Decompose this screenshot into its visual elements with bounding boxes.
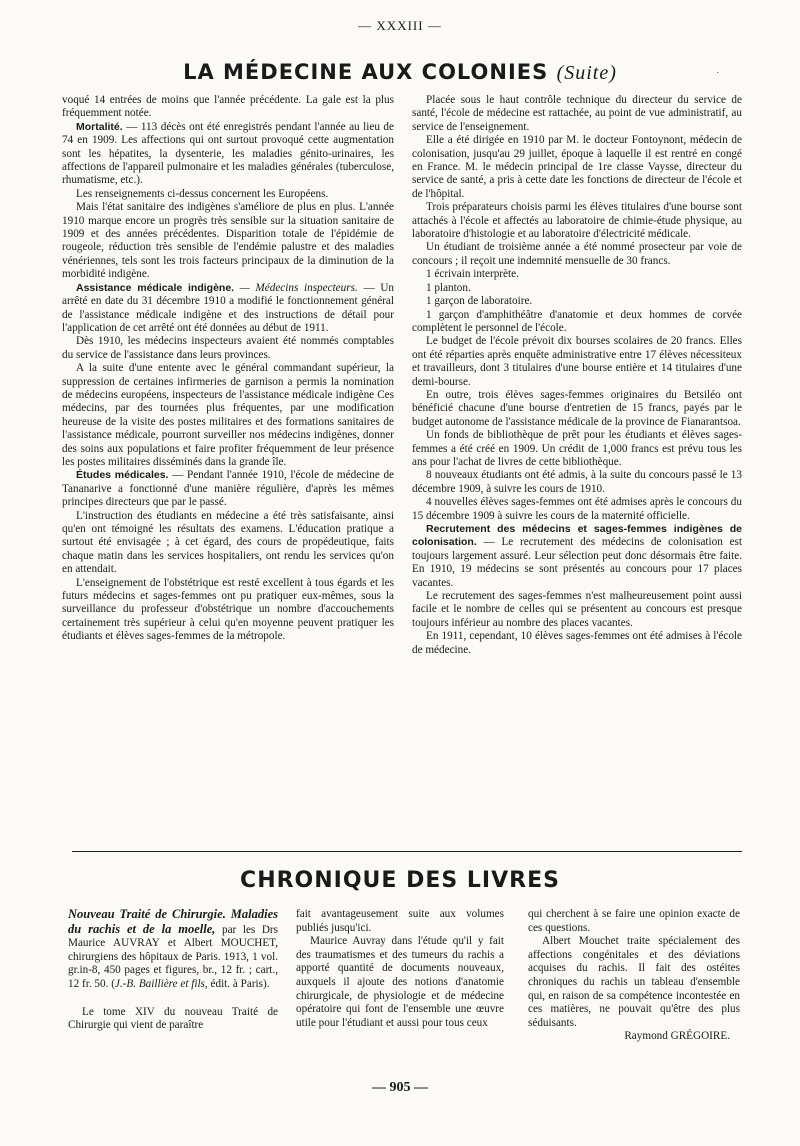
paragraph-subheading: — Médecins inspecteurs. <box>234 281 358 294</box>
article-title <box>0 60 800 85</box>
paragraph <box>412 268 742 281</box>
paragraph <box>62 362 394 469</box>
paragraph-text: L'enseignement de l'obstétrique est resté excellent à tous égards et les futurs médecins et sages-femmes ont pu pratiquer eux-mêmes, sous la surveillance du professeur d'obstétrique un nombre d'accouchements certainement très supérieur à celui qu'en moyenne peuvent pratiquer les étudiants et élèves sages-femmes de la métropole. <box>62 576 394 643</box>
review-paragraph: qui cherchent à se faire une opinion exacte de ces questions. <box>528 908 740 934</box>
paragraph <box>412 389 742 429</box>
paragraph <box>412 94 742 134</box>
review-paragraph: Le tome XIV du nouveau Traité de Chirurgie qui vient de paraître <box>68 1005 278 1032</box>
paragraph-text: Le recrutement des sages-femmes n'est malheureusement point aussi facile et le nombre de celles qui se présentent au concours est presque toujours inférieur au nombre des places vacantes. <box>412 590 742 629</box>
paragraph-text: voqué 14 entrées de moins que l'année précédente. La gale est la plus fréquemment notée. <box>62 94 394 120</box>
section-title: CHRONIQUE DES LIVRES <box>240 868 560 893</box>
paragraph <box>412 630 742 657</box>
paragraph <box>412 201 742 241</box>
paragraph <box>412 241 742 268</box>
paragraph <box>62 282 394 336</box>
paragraph-text: 1 écrivain interprète. <box>426 268 519 281</box>
paragraph-text: En 1911, cependant, 10 élèves sages-femmes ont été admises à l'école de médecine. <box>412 630 742 656</box>
paragraph <box>62 201 394 281</box>
paragraph <box>412 590 742 630</box>
paragraph-heading: Études médicales. <box>76 469 169 482</box>
page-footer-number: — 905 — <box>372 1080 428 1095</box>
paragraph-text: L'instruction des étudiants en médecine a été très satisfaisante, ainsi qu'en ont témoigné les résultats des examens. L'éducation pratique a surtout été envisagée ; à cet égard, des cours de propédeutique, faits chaque matin dans les services hospitaliers, ont rendu les services qu'on en attendait. <box>62 509 394 576</box>
paragraph-text: 1 garçon d'amphithéâtre d'anatomie et deux hommes de corvée complètent le personnel de l'école. <box>412 308 742 334</box>
paragraph-text: 4 nouvelles élèves sages-femmes ont été admises après le concours du 15 décembre 1909 à suivre les cours de la maternité officielle. <box>412 496 742 522</box>
page-header-number: — XXXIII — <box>358 18 442 33</box>
paragraph <box>412 335 742 389</box>
article-title-text: LA MÉDECINE AUX COLONIES <box>183 60 549 84</box>
section-divider <box>72 851 742 852</box>
paragraph-text: Elle a été dirigée en 1910 par M. le docteur Fontoynont, médecin de colonisation, jusqu'au 29 juillet, époque à laquelle il est rentré en congé en France. M. le médecin principal de 1re classe Vaysse, directeur du service de santé, a pris à cette date les fonctions de directeur de l'école et de l'hôpital. <box>412 134 742 200</box>
paragraph-heading: Mortalité. <box>76 120 123 133</box>
paragraph-text: 1 planton. <box>426 281 471 294</box>
book-citation-text: par les Drs Maurice AUVRAY et Albert MOUCHET, chirurgiens des hôpitaux de Paris. 1913, 1 vol. gr.in-8, 450 pages et figures, br., 12 fr. ; cart., 12 fr. 50. ( <box>68 923 279 990</box>
paragraph-text: A la suite d'une entente avec le général commandant supérieur, la suppression de certaines infirmeries de garnison a permis la nomination de médecins européens, inspecteurs de l'assistance médicale indigène Ces médecins, par des tournées plus fréquentes, par une modification heureuse de la visite des postes militaires et des formations sanitaires de l'assistance médicale, pourront surveiller nos médecins indigènes, donner des soins aux populations et faire profiter fréquemment de leur présence les postes militaires disséminés dans la grande île. <box>62 362 394 468</box>
book-review-column-1 <box>68 908 278 1033</box>
left-column <box>62 94 394 644</box>
book-publisher: J.-B. Baillière et fils, <box>114 977 208 990</box>
paragraph-text: Placée sous le haut contrôle technique du directeur du service de santé, l'école de médecine est rattachée, au point de vue administratif, au service de l'enseignement. <box>412 94 742 133</box>
paragraph <box>62 469 394 509</box>
paragraph <box>62 188 394 201</box>
paragraph <box>412 496 742 523</box>
paragraph-text: — Pendant l'année 1910, l'école de médecine de Tananarive a fonctionné d'une manière régulière, d'après les mêmes principes directeurs que par le passé. <box>62 469 395 509</box>
paragraph <box>62 577 394 644</box>
paragraph-text: — Un arrêté en date du 31 décembre 1910 a modifié le fonctionnement général de l'assistance médicale indigène et des instructions de détail pour l'application de cet arrêté ont été données au début de 1911. <box>62 281 394 334</box>
paragraph <box>62 510 394 577</box>
book-citation <box>68 908 278 992</box>
book-title: Nouveau Traité de Chirurgie. Maladies du rachis et de la moelle, <box>68 907 278 936</box>
review-paragraph: Maurice Auvray dans l'étude qu'il y fait des traumatismes et des tumeurs du rachis a apporté quantité de documents nouveaux, auxquels il ajoute des notions d'anatomie chirurgicale, de physiologie et de médecine opératoire qui font de l'ensemble une œuvre utile pour l'étudiant et aussi pour tous ceux <box>296 935 504 1029</box>
paragraph-text: — 113 décès ont été enregistrés pendant l'année au lieu de 74 en 1909. Les affections qui ont surtout provoqué cette augmentation sont les hépatites, la dysenterie, les maladies génito-urinaires, les affections de l'appareil pulmonaire et les maladies générales (tuberculose, rhumatisme, etc.). <box>62 120 394 187</box>
paragraph <box>412 295 742 308</box>
paragraph <box>62 335 394 362</box>
paragraph <box>62 121 394 188</box>
paragraph <box>412 429 742 469</box>
review-paragraph: fait avantageusement suite aux volumes publiés jusqu'ici. <box>296 908 504 934</box>
book-review-column-2 <box>296 908 504 1030</box>
paragraph-text: Dès 1910, les médecins inspecteurs avaient été nommés comptables du service de l'assistance dans leurs provinces. <box>62 335 394 361</box>
paragraph-text: Mais l'état sanitaire des indigènes s'améliore de plus en plus. L'année 1910 marque encore un progrès très sensible sur la situation sanitaire de 1909 et des années précédentes. Disparition totale de l'épidémie de rougeole, réduction très sensible de l'endémie palustre et des maladies vénériennes, tels sont les trois facteurs principaux de la diminution de la morbidité indigène. <box>62 201 394 281</box>
book-review-column-3 <box>528 908 740 1044</box>
review-signature: Raymond GRÉGOIRE. <box>624 1030 730 1043</box>
paragraph <box>62 94 394 121</box>
paragraph-heading: Recrutement des médecins et sages-femmes indigènes de colonisation. <box>412 523 742 549</box>
paragraph-text: 1 garçon de laboratoire. <box>426 295 533 308</box>
paragraph-text: En outre, trois élèves sages-femmes originaires du Betsiléo ont bénéficié chacune d'une bourse d'entretien de 15 francs, payés par le budget autonome de l'assistance médicale de la province de Fianarantsoa. <box>412 388 742 428</box>
paragraph <box>412 469 742 496</box>
right-column <box>412 94 742 657</box>
paragraph-text: Le budget de l'école prévoit dix bourses scolaires de 20 francs. Elles ont été réparties après enquête administrative entre 17 élèves nécessiteux et travailleurs, dont 3 titulaires d'une bourse entière et 14 titulaires d'une demi-bourse. <box>412 335 742 388</box>
paragraph-text: Un fonds de bibliothèque de prêt pour les étudiants et élèves sages-femmes a été créé en 1909. Un crédit de 1,000 francs est prévu tous les ans pour l'achat de livres de cette bibliothèque. <box>412 429 742 468</box>
review-paragraph: Albert Mouchet traite spécialement des affections congénitales et des déviations acquises du rachis. Il fait des ostéites chroniques du rachis un tableau d'ensemble qui, en raison de sa compétence incontestée en ces matières, ne pouvait qu'être des plus séduisants. <box>528 935 740 1029</box>
paragraph <box>412 282 742 295</box>
paragraph-text: Un étudiant de troisième année a été nommé prosecteur par voie de concours ; il reçoit une indemnité mensuelle de 30 francs. <box>412 241 742 267</box>
paragraph <box>412 523 742 590</box>
paragraph-text: Les renseignements ci-dessus concernent les Européens. <box>76 187 329 200</box>
paragraph-text: 8 nouveaux étudiants ont été admis, à la suite du concours passé le 13 décembre 1909, à suivre les cours de 1910. <box>412 469 742 495</box>
paragraph <box>412 134 742 201</box>
margin-mark: · <box>716 68 720 79</box>
paragraph-text: Trois préparateurs choisis parmi les élèves titulaires d'une bourse sont attachés à l'école et affectés au laboratoire de chimie-étude physique, au laboratoire d'histologie et au laboratoire d'électricité médicale. <box>412 201 742 241</box>
paragraph-heading: Assistance médicale indigène. <box>76 281 235 294</box>
paragraph-text: — Le recrutement des médecins de colonisation est toujours largement assuré. Leur sélection peut donc désormais être faite. En 1910, 19 médecins se sont présentés au concours pour 17 places vacantes. <box>412 536 742 589</box>
paragraph <box>412 309 742 336</box>
book-citation-end: édit. à Paris). <box>207 977 270 990</box>
article-title-suite: (Suite) <box>556 62 617 84</box>
